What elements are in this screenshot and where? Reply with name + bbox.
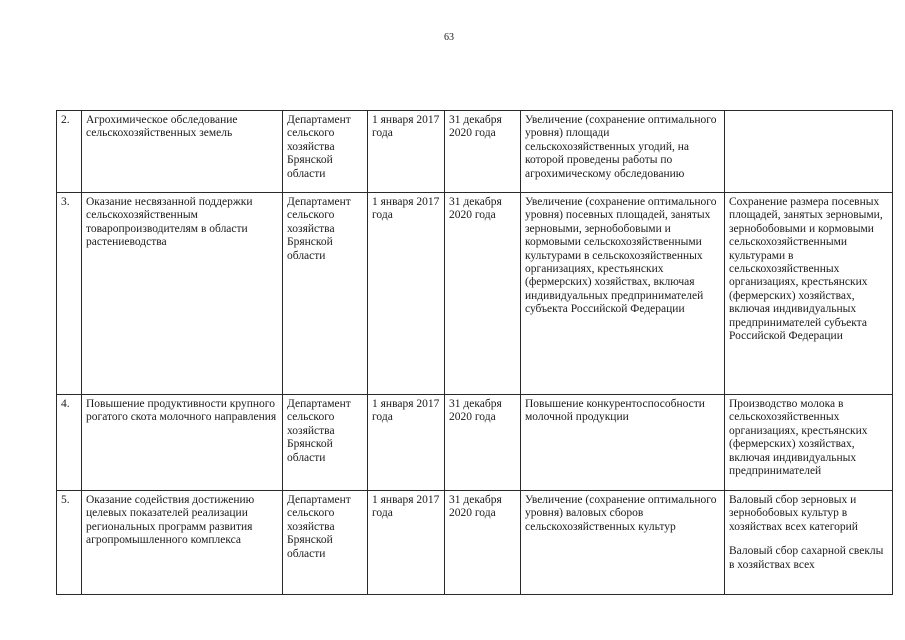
executor: Департамент сельского хозяйства Брянской области [283, 111, 368, 193]
indicator [725, 193, 893, 395]
expected-result: Увеличение (сохранение оптимального уровня) валовых сборов сельскохозяйственных культур [521, 491, 725, 595]
expected-result: Увеличение (сохранение оптимального уровня) посевных площадей, занятых зерновыми, зернобобовыми и кормовыми сельскохозяйственными культурами в сельскохозяйственных организациях, крестьянских (фермерских) хозяйствах, включая индивидуальных предпринимателей субъекта Российской Федерации [521, 193, 725, 395]
indicator-text: Производство молока в сельскохозяйственных организациях, крестьянских (фермерских) хозяйствах, включая индивидуальных предпринимателей [729, 398, 868, 478]
table-row [57, 111, 893, 193]
indicator-text: Валовый сбор сахарной свеклы в хозяйствах всех [729, 545, 884, 571]
indicator [725, 395, 893, 491]
row-number: 3. [57, 193, 82, 395]
expected-result: Увеличение (сохранение оптимального уровня) площади сельскохозяйственных угодий, на которой проведены работы по агрохимическому обследованию [521, 111, 725, 193]
table-row [57, 193, 893, 395]
expected-result: Повышение конкурентоспособности молочной продукции [521, 395, 725, 491]
row-number: 5. [57, 491, 82, 595]
end-date: 31 декабря 2020 года [445, 111, 521, 193]
table-row [57, 491, 893, 595]
measure-name: Оказание содействия достижению целевых показателей реализации региональных программ развития агропромышленного комплекса [82, 491, 283, 595]
measure-name: Оказание несвязанной поддержки сельскохозяйственным товаропроизводителям в области растениеводства [82, 193, 283, 395]
measure-name: Повышение продуктивности крупного рогатого скота молочного направления [82, 395, 283, 491]
row-number: 2. [57, 111, 82, 193]
start-date: 1 января 2017 года [368, 395, 445, 491]
measure-name: Агрохимическое обследование сельскохозяйственных земель [82, 111, 283, 193]
start-date: 1 января 2017 года [368, 491, 445, 595]
row-number: 4. [57, 395, 82, 491]
executor: Департамент сельского хозяйства Брянской области [283, 491, 368, 595]
executor: Департамент сельского хозяйства Брянской области [283, 395, 368, 491]
page-number: 63 [444, 32, 454, 43]
indicator-text: Сохранение размера посевных площадей, занятых зерновыми, зернобобовыми и кормовыми сельскохозяйственными культурами в сельскохозяйственных организациях, крестьянских (фермерских) хозяйствах, включая индивидуальных предпринимателей субъекта Российской Федерации [729, 196, 883, 343]
end-date: 31 декабря 2020 года [445, 193, 521, 395]
measures-table [56, 110, 893, 595]
indicator [725, 111, 893, 193]
end-date: 31 декабря 2020 года [445, 395, 521, 491]
start-date: 1 января 2017 года [368, 193, 445, 395]
indicator-text: Валовый сбор зерновых и зернобобовых культур в хозяйствах всех категорий [729, 494, 858, 533]
table-row [57, 395, 893, 491]
indicator [725, 491, 893, 595]
start-date: 1 января 2017 года [368, 111, 445, 193]
end-date: 31 декабря 2020 года [445, 491, 521, 595]
executor: Департамент сельского хозяйства Брянской области [283, 193, 368, 395]
